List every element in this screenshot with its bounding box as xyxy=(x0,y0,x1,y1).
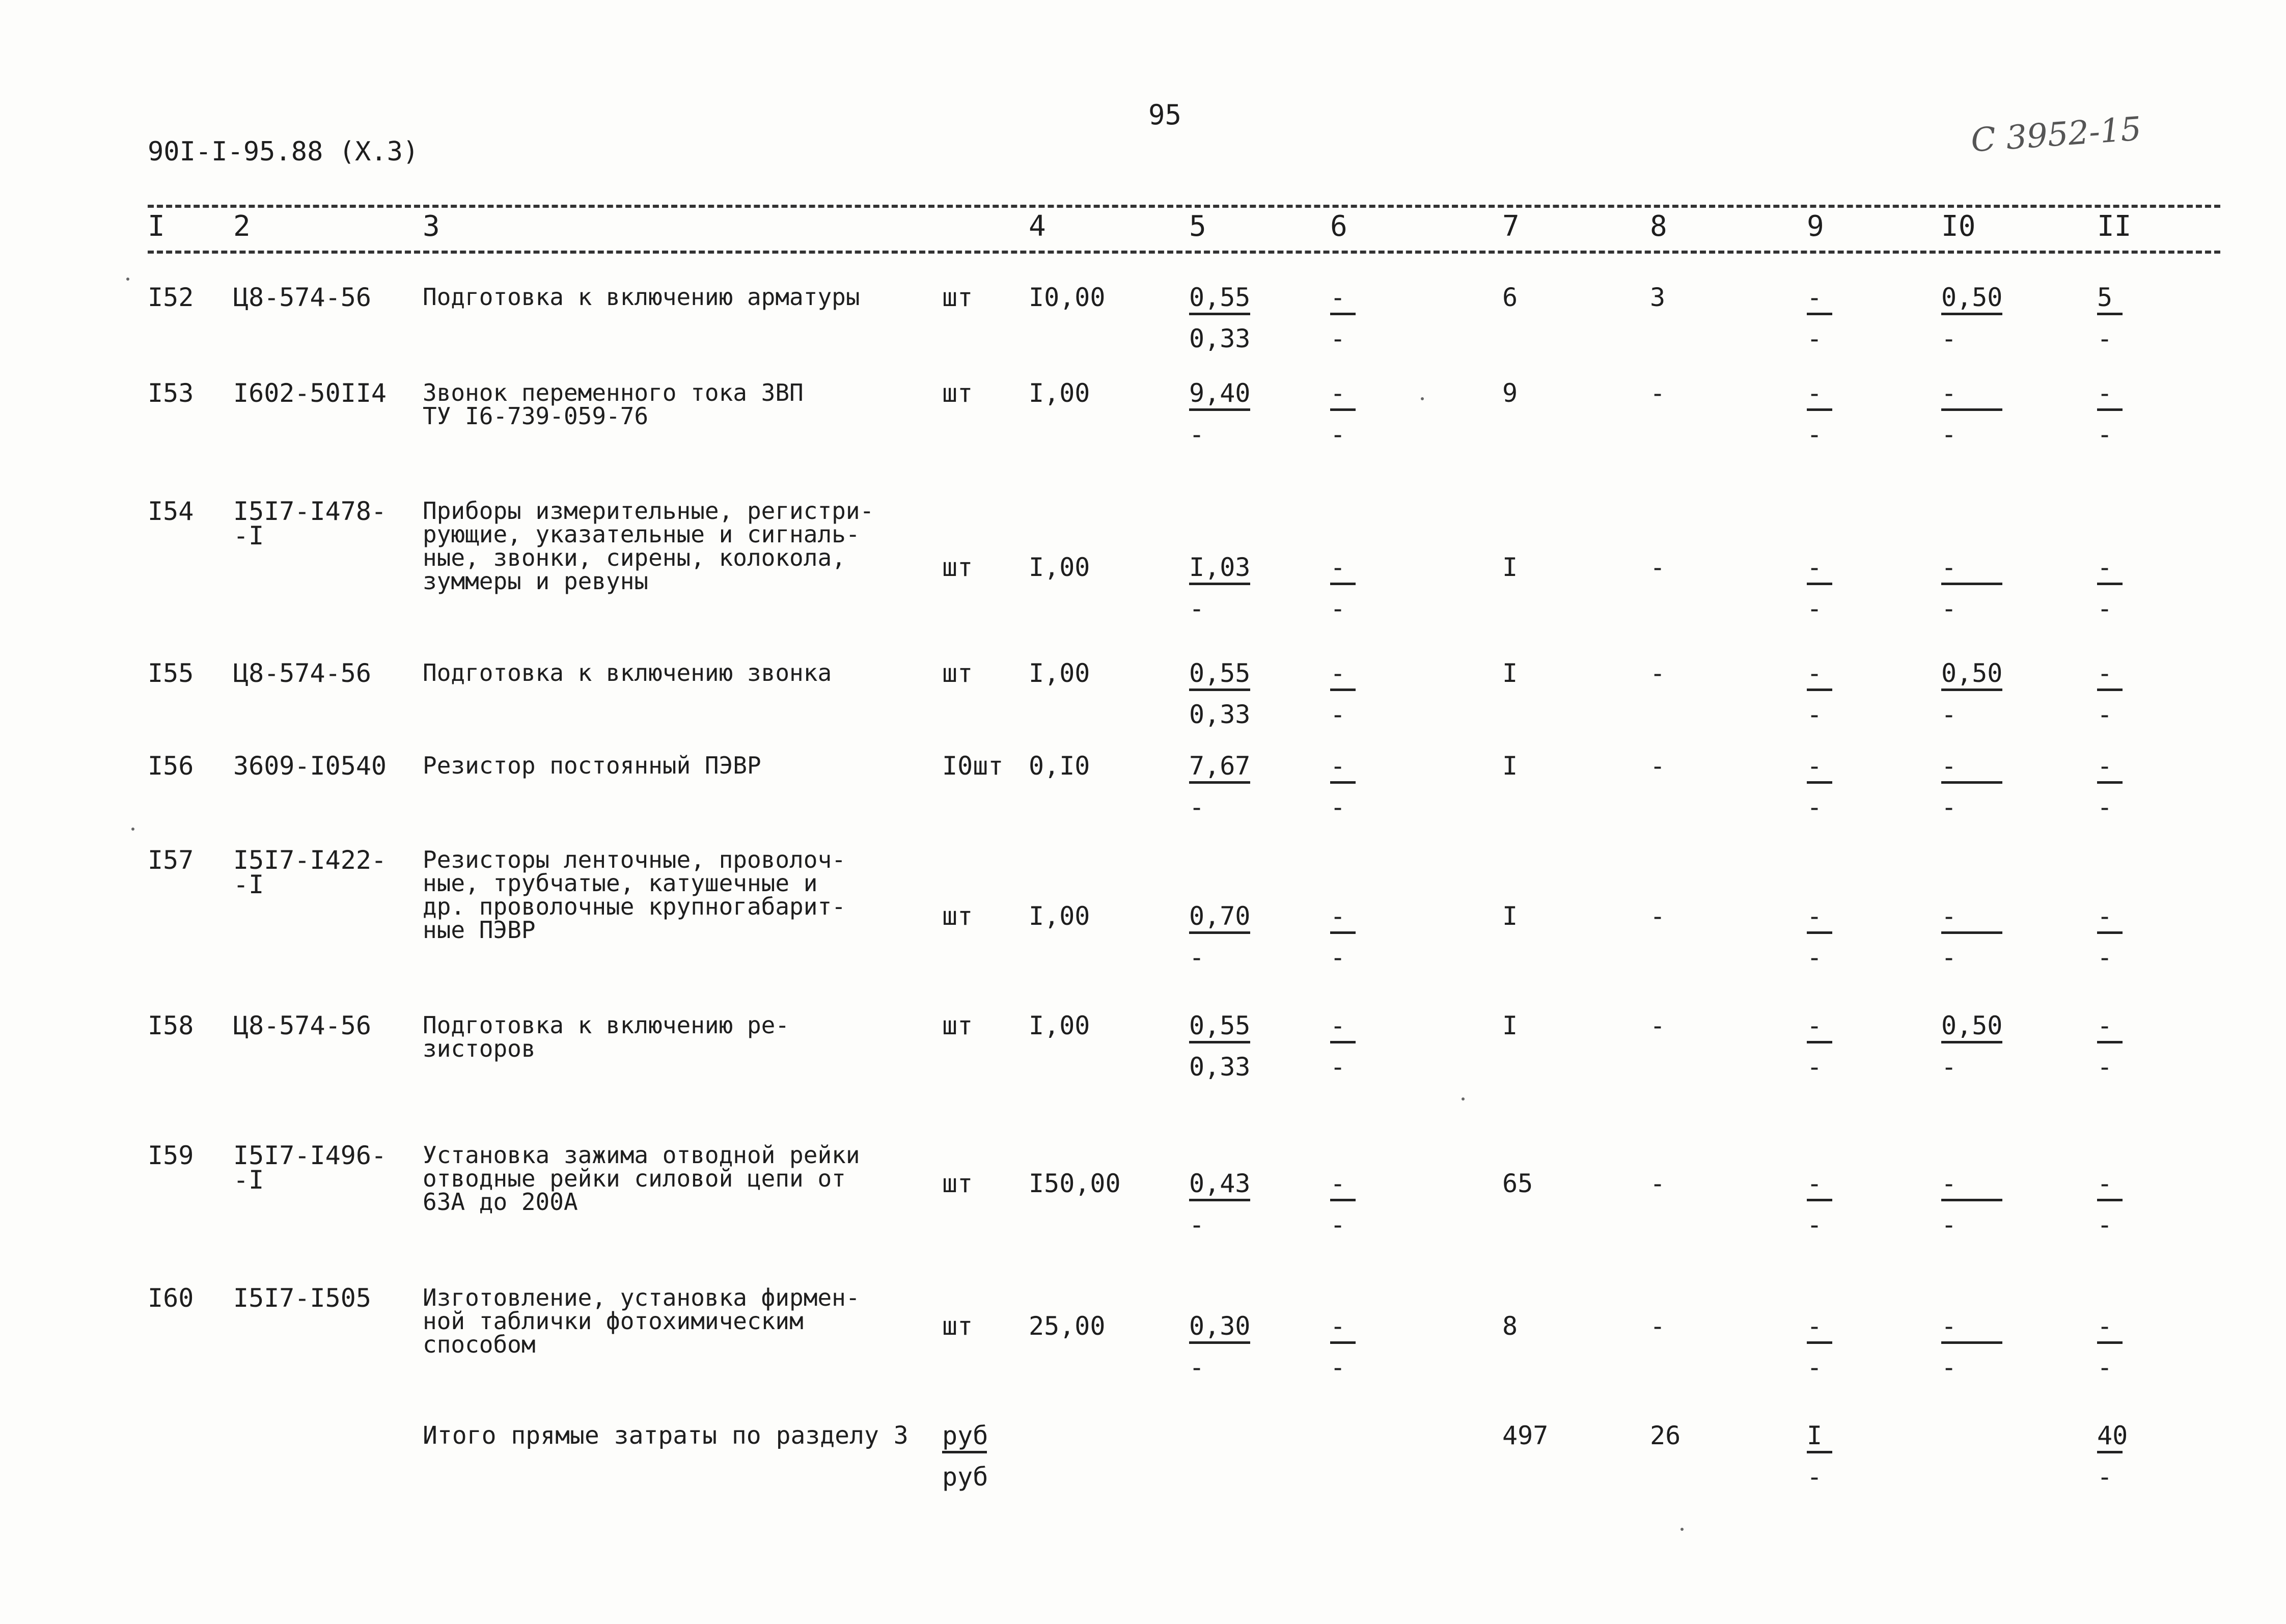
table-row xyxy=(0,378,2286,449)
col-9-value xyxy=(1807,378,1832,449)
col-5-value xyxy=(1189,378,1251,449)
unit: шт xyxy=(942,553,973,582)
description-line: ные, звонки, сирены, колокола, xyxy=(423,544,846,571)
header-col-6: 6 xyxy=(1330,210,1347,243)
col-11-value-top: - xyxy=(2097,901,2113,931)
header-col-1: I xyxy=(148,210,165,243)
col-11-value xyxy=(2097,378,2123,449)
col-7-value: 9 xyxy=(1502,378,1518,408)
resource-code xyxy=(233,378,387,408)
col-6-value xyxy=(1330,1169,1356,1240)
quantity: I,00 xyxy=(1029,901,1090,931)
quantity: I,00 xyxy=(1029,378,1090,408)
col-6-value-bottom: - xyxy=(1330,1052,1346,1082)
col-5-value-bottom: - xyxy=(1189,792,1205,822)
description-line: рующие, указательные и сигналь- xyxy=(423,520,860,548)
resource-code-line: I5I7-I505 xyxy=(233,1283,371,1313)
resource-code xyxy=(233,499,387,548)
row-number: I54 xyxy=(148,497,194,526)
total-col-9-bottom: - xyxy=(1807,1462,1823,1492)
col-9-value-top: - xyxy=(1807,658,1823,688)
col-10-value xyxy=(1941,901,2002,972)
col-7-value: I xyxy=(1502,1011,1518,1040)
resource-code-line-2: -I xyxy=(233,1165,264,1195)
row-number: I58 xyxy=(148,1011,194,1040)
scan-speck xyxy=(1421,397,1424,400)
table-row xyxy=(0,1283,2286,1382)
col-6-value-top: - xyxy=(1330,553,1346,582)
col-11-value-bottom: - xyxy=(2097,1052,2113,1082)
description-line: Резистор постоянный ПЭВР xyxy=(423,752,761,779)
resource-code xyxy=(233,1013,371,1038)
col-10-value xyxy=(1941,751,2002,822)
description-line: зуммеры и ревуны xyxy=(423,567,649,595)
col-6-value-top: - xyxy=(1330,901,1346,931)
col-5-value-top: 0,55 xyxy=(1189,283,1251,312)
total-col-11 xyxy=(2097,1421,2128,1492)
work-description xyxy=(423,1286,860,1356)
col-6-value-bottom: - xyxy=(1330,700,1346,729)
col-5-value-bottom: - xyxy=(1189,943,1205,972)
quantity: 0,I0 xyxy=(1029,751,1090,781)
scan-speck xyxy=(1681,1528,1684,1531)
col-9-value-top: - xyxy=(1807,283,1823,312)
work-description xyxy=(423,1143,860,1214)
col-7-value: I xyxy=(1502,658,1518,688)
col-11-value-bottom: - xyxy=(2097,594,2113,623)
col-8-value: - xyxy=(1650,1011,1666,1040)
col-6-value-bottom: - xyxy=(1330,943,1346,972)
col-10-value xyxy=(1941,1011,2003,1082)
col-11-value-top: - xyxy=(2097,553,2113,582)
description-line: Приборы измерительные, регистри- xyxy=(423,497,874,525)
resource-code-line: 3609-I0540 xyxy=(233,751,387,781)
col-5-value-top: 0,43 xyxy=(1189,1169,1251,1198)
col-10-value xyxy=(1941,285,2002,351)
col-11-value-top: - xyxy=(2097,1169,2113,1198)
header-top-rule xyxy=(148,205,2220,208)
col-6-value-bottom: - xyxy=(1330,792,1346,822)
col-11-value-bottom: - xyxy=(2097,700,2113,729)
col-11-value xyxy=(2097,1311,2123,1382)
resource-code-line: I5I7-I478- xyxy=(233,497,387,526)
col-8-value: - xyxy=(1650,658,1666,688)
unit: шт xyxy=(942,378,973,408)
col-11-value-top: - xyxy=(2097,1011,2113,1040)
resource-code-line-2: -I xyxy=(233,870,264,899)
scan-speck xyxy=(1462,1097,1465,1100)
table-row xyxy=(0,283,2286,353)
col-5-value xyxy=(1189,555,1250,621)
col-9-value-top: - xyxy=(1807,751,1823,781)
resource-code xyxy=(233,1141,387,1195)
description-line: ные, трубчатые, катушечные и xyxy=(423,869,818,897)
col-5-value-top: 0,70 xyxy=(1189,901,1251,931)
work-description xyxy=(423,848,846,942)
col-6-value-top: - xyxy=(1330,1169,1346,1198)
col-10-value-bottom: - xyxy=(1941,324,1957,353)
header-col-9: 9 xyxy=(1807,210,1824,243)
header-col-2: 2 xyxy=(233,210,251,243)
row-number: I60 xyxy=(148,1283,194,1313)
col-7-value: I xyxy=(1502,553,1518,582)
col-11-value xyxy=(2097,751,2123,822)
col-5-value-top: 0,55 xyxy=(1189,658,1251,688)
work-description xyxy=(423,1013,789,1060)
unit: шт xyxy=(942,658,973,688)
col-10-value-bottom: - xyxy=(1941,700,1957,729)
col-9-value-top: - xyxy=(1807,1169,1823,1198)
col-6-value-top: - xyxy=(1330,283,1346,312)
description-line: Установка зажима отводной рейки xyxy=(423,1141,860,1169)
quantity: I50,00 xyxy=(1029,1169,1121,1198)
header-col-8: 8 xyxy=(1650,210,1667,243)
header-col-10: I0 xyxy=(1941,210,1976,243)
unit: шт xyxy=(942,1169,973,1198)
col-11-value-top: - xyxy=(2097,378,2113,408)
col-10-value-bottom: - xyxy=(1941,1210,1957,1240)
col-5-value-top: 7,67 xyxy=(1189,751,1251,781)
col-9-value xyxy=(1807,1169,1832,1240)
col-11-value-bottom: - xyxy=(2097,1353,2113,1382)
col-6-value-top: - xyxy=(1330,751,1346,781)
table-row xyxy=(0,845,2286,972)
col-9-value-bottom: - xyxy=(1807,1210,1823,1240)
description-line: отводные рейки силовой цепи от xyxy=(423,1165,846,1192)
col-6-value xyxy=(1330,1311,1356,1382)
col-6-value xyxy=(1330,555,1356,621)
unit: шт xyxy=(942,901,973,931)
description-line: зисторов xyxy=(423,1035,536,1062)
col-8-value: - xyxy=(1650,553,1666,582)
row-number: I57 xyxy=(148,845,194,875)
col-5-value-bottom: 0,33 xyxy=(1189,1052,1251,1082)
col-11-value-top: - xyxy=(2097,751,2113,781)
col-5-value-bottom: - xyxy=(1189,594,1205,623)
col-9-value-bottom: - xyxy=(1807,594,1823,623)
col-9-value xyxy=(1807,285,1832,351)
description-line: ные ПЭВР xyxy=(423,916,536,944)
col-8-value: - xyxy=(1650,1311,1666,1341)
total-unit-bottom: руб xyxy=(942,1462,988,1492)
work-description xyxy=(423,499,874,593)
col-6-value-bottom: - xyxy=(1330,324,1346,353)
scan-speck xyxy=(131,828,134,831)
col-11-value xyxy=(2097,1011,2123,1082)
col-5-value xyxy=(1189,751,1251,822)
col-6-value xyxy=(1330,378,1356,449)
col-10-value-bottom: - xyxy=(1941,792,1957,822)
total-col-9-top: I xyxy=(1807,1421,1823,1450)
work-description xyxy=(423,661,832,684)
col-6-value xyxy=(1330,285,1356,351)
col-8-value: - xyxy=(1650,378,1666,408)
col-11-value xyxy=(2097,1169,2123,1240)
col-5-value-top: 0,30 xyxy=(1189,1311,1251,1341)
col-11-value xyxy=(2097,658,2123,729)
col-9-value xyxy=(1807,901,1832,972)
work-description xyxy=(423,381,804,428)
resource-code xyxy=(233,658,371,688)
header-col-4: 4 xyxy=(1029,210,1046,243)
col-5-value xyxy=(1189,901,1251,972)
description-line: ной таблички фотохимическим xyxy=(423,1307,804,1335)
col-10-value xyxy=(1941,658,2003,729)
col-5-value-top: I,03 xyxy=(1189,553,1251,582)
col-8-value: 3 xyxy=(1650,283,1666,312)
table-row xyxy=(0,1011,2286,1082)
col-6-value-top: - xyxy=(1330,1011,1346,1040)
col-7-value: 65 xyxy=(1502,1169,1533,1198)
col-9-value-top: - xyxy=(1807,553,1823,582)
col-9-value-bottom: - xyxy=(1807,420,1823,449)
description-line: др. проволочные крупногабарит- xyxy=(423,893,846,920)
total-row xyxy=(0,1421,2286,1492)
total-col-8: 26 xyxy=(1650,1421,1681,1450)
total-col-11-top: 40 xyxy=(2097,1421,2128,1450)
quantity: 25,00 xyxy=(1029,1311,1106,1341)
col-9-value-bottom: - xyxy=(1807,700,1823,729)
col-9-value xyxy=(1807,751,1832,822)
row-number: I59 xyxy=(148,1141,194,1170)
table-row xyxy=(0,658,2286,729)
description-line: Подготовка к включению ре- xyxy=(423,1011,790,1039)
col-8-value: - xyxy=(1650,1169,1666,1198)
col-10-value xyxy=(1941,378,2002,449)
col-5-value-top: 9,40 xyxy=(1189,378,1251,408)
resource-code xyxy=(233,1283,371,1313)
col-5-value xyxy=(1189,285,1250,351)
col-7-value: I xyxy=(1502,901,1518,931)
col-5-value-bottom: - xyxy=(1189,420,1205,449)
unit: шт xyxy=(942,283,973,312)
description-line: Подготовка к включению арматуры xyxy=(423,283,860,311)
col-6-value xyxy=(1330,901,1356,972)
work-description xyxy=(423,285,860,309)
total-unit-top: руб xyxy=(942,1421,988,1450)
col-5-value xyxy=(1189,1011,1251,1082)
description-line: 63А до 200А xyxy=(423,1188,578,1216)
col-11-value-top: - xyxy=(2097,1311,2113,1341)
handwritten-stamp: С 3952-15 xyxy=(1969,110,2143,160)
col-9-value-bottom: - xyxy=(1807,943,1823,972)
col-8-value: - xyxy=(1650,751,1666,781)
table-row xyxy=(0,1141,2286,1240)
work-description xyxy=(423,754,761,777)
table-row xyxy=(0,751,2286,822)
unit: I0шт xyxy=(942,751,1004,781)
col-7-value: 8 xyxy=(1502,1311,1518,1341)
col-5-value xyxy=(1189,658,1251,729)
col-10-value-top: - xyxy=(1941,751,1957,781)
col-6-value-top: - xyxy=(1330,1311,1346,1341)
col-9-value-top: - xyxy=(1807,1011,1823,1040)
col-10-value-top: 0,50 xyxy=(1941,1011,2003,1040)
header-col-5: 5 xyxy=(1189,210,1206,243)
col-8-value: - xyxy=(1650,901,1666,931)
resource-code xyxy=(233,845,387,899)
col-5-value xyxy=(1189,1311,1251,1382)
row-number: I52 xyxy=(148,283,194,312)
col-9-value-bottom: - xyxy=(1807,1052,1823,1082)
col-6-value xyxy=(1330,658,1356,729)
col-10-value-top: - xyxy=(1941,1169,1957,1198)
col-11-value xyxy=(2097,901,2123,972)
col-5-value xyxy=(1189,1169,1251,1240)
col-10-value-top: - xyxy=(1941,553,1957,582)
col-10-value-bottom: - xyxy=(1941,943,1957,972)
col-6-value-bottom: - xyxy=(1330,594,1346,623)
col-9-value-top: - xyxy=(1807,901,1823,931)
quantity: I,00 xyxy=(1029,553,1090,582)
col-11-value xyxy=(2097,285,2123,351)
resource-code-line: Ц8-574-56 xyxy=(233,1011,371,1040)
col-10-value-top: - xyxy=(1941,901,1957,931)
document-code: 90I-I-95.88 (X.3) xyxy=(148,136,419,167)
resource-code-line: I5I7-I496- xyxy=(233,1141,387,1170)
quantity: I,00 xyxy=(1029,658,1090,688)
total-unit xyxy=(942,1421,988,1492)
col-6-value-bottom: - xyxy=(1330,420,1346,449)
col-9-value xyxy=(1807,658,1832,729)
description-line: Звонок переменного тока ЗВП xyxy=(423,379,804,406)
col-6-value-bottom: - xyxy=(1330,1210,1346,1240)
col-9-value-top: - xyxy=(1807,1311,1823,1341)
col-10-value-top: - xyxy=(1941,378,1957,408)
col-10-value-bottom: - xyxy=(1941,1052,1957,1082)
description-line: ТУ I6-739-059-76 xyxy=(423,402,649,430)
header-col-11: II xyxy=(2097,210,2132,243)
col-5-value-bottom: - xyxy=(1189,1210,1205,1240)
row-number: I56 xyxy=(148,751,194,781)
col-9-value xyxy=(1807,1311,1832,1382)
col-6-value-top: - xyxy=(1330,658,1346,688)
col-5-value-bottom: 0,33 xyxy=(1189,324,1251,353)
col-9-value-top: - xyxy=(1807,378,1823,408)
header-bottom-rule xyxy=(148,251,2220,254)
col-6-value xyxy=(1330,751,1356,822)
col-11-value-bottom: - xyxy=(2097,324,2113,353)
resource-code-line: I602-50II4 xyxy=(233,378,387,408)
page-number: 95 xyxy=(1148,99,1182,131)
col-10-value-bottom: - xyxy=(1941,420,1957,449)
col-11-value xyxy=(2097,555,2123,621)
col-10-value-top: 0,50 xyxy=(1941,658,2003,688)
col-10-value-top: 0,50 xyxy=(1941,283,2003,312)
col-10-value xyxy=(1941,1169,2002,1240)
col-10-value-top: - xyxy=(1941,1311,1957,1341)
resource-code-line: Ц8-574-56 xyxy=(233,658,371,688)
unit: шт xyxy=(942,1311,973,1341)
row-number: I55 xyxy=(148,658,194,688)
col-7-value: I xyxy=(1502,751,1518,781)
resource-code xyxy=(233,285,371,310)
col-10-value xyxy=(1941,555,2002,621)
description-line: Резисторы ленточные, проволоч- xyxy=(423,846,846,873)
header-col-7: 7 xyxy=(1502,210,1520,243)
resource-code-line-2: -I xyxy=(233,521,264,550)
unit: шт xyxy=(942,1011,973,1040)
resource-code-line: I5I7-I422- xyxy=(233,845,387,875)
col-5-value-bottom: - xyxy=(1189,1353,1205,1382)
quantity: I0,00 xyxy=(1029,283,1106,312)
table-row xyxy=(0,497,2286,623)
col-9-value-bottom: - xyxy=(1807,324,1823,353)
total-col-7: 497 xyxy=(1502,1421,1549,1450)
description-line: способом xyxy=(423,1331,536,1358)
header-col-3: 3 xyxy=(423,210,440,243)
col-11-value-top: - xyxy=(2097,658,2113,688)
resource-code xyxy=(233,751,387,781)
col-10-value-bottom: - xyxy=(1941,594,1957,623)
col-11-value-bottom: - xyxy=(2097,943,2113,972)
col-9-value xyxy=(1807,1011,1832,1082)
col-9-value-bottom: - xyxy=(1807,792,1823,822)
description-line: Изготовление, установка фирмен- xyxy=(423,1284,860,1311)
col-5-value-bottom: 0,33 xyxy=(1189,700,1251,729)
col-7-value: 6 xyxy=(1502,283,1518,312)
description-line: Подготовка к включению звонка xyxy=(423,659,832,686)
col-5-value-top: 0,55 xyxy=(1189,1011,1251,1040)
total-col-11-bottom: - xyxy=(2097,1462,2113,1492)
col-10-value xyxy=(1941,1311,2002,1382)
resource-code-line: Ц8-574-56 xyxy=(233,283,371,312)
col-11-value-bottom: - xyxy=(2097,792,2113,822)
col-11-value-bottom: - xyxy=(2097,1210,2113,1240)
col-9-value-bottom: - xyxy=(1807,1353,1823,1382)
quantity: I,00 xyxy=(1029,1011,1090,1040)
row-number: I53 xyxy=(148,378,194,408)
col-6-value-top: - xyxy=(1330,378,1346,408)
col-9-value xyxy=(1807,555,1832,621)
col-11-value-bottom: - xyxy=(2097,420,2113,449)
total-col-9 xyxy=(1807,1421,1832,1492)
col-10-value-bottom: - xyxy=(1941,1353,1957,1382)
total-label: Итого прямые затраты по разделу 3 xyxy=(423,1421,908,1450)
col-6-value-bottom: - xyxy=(1330,1353,1346,1382)
col-11-value-top: 5 xyxy=(2097,283,2113,312)
scan-speck xyxy=(126,278,129,281)
col-6-value xyxy=(1330,1011,1356,1082)
